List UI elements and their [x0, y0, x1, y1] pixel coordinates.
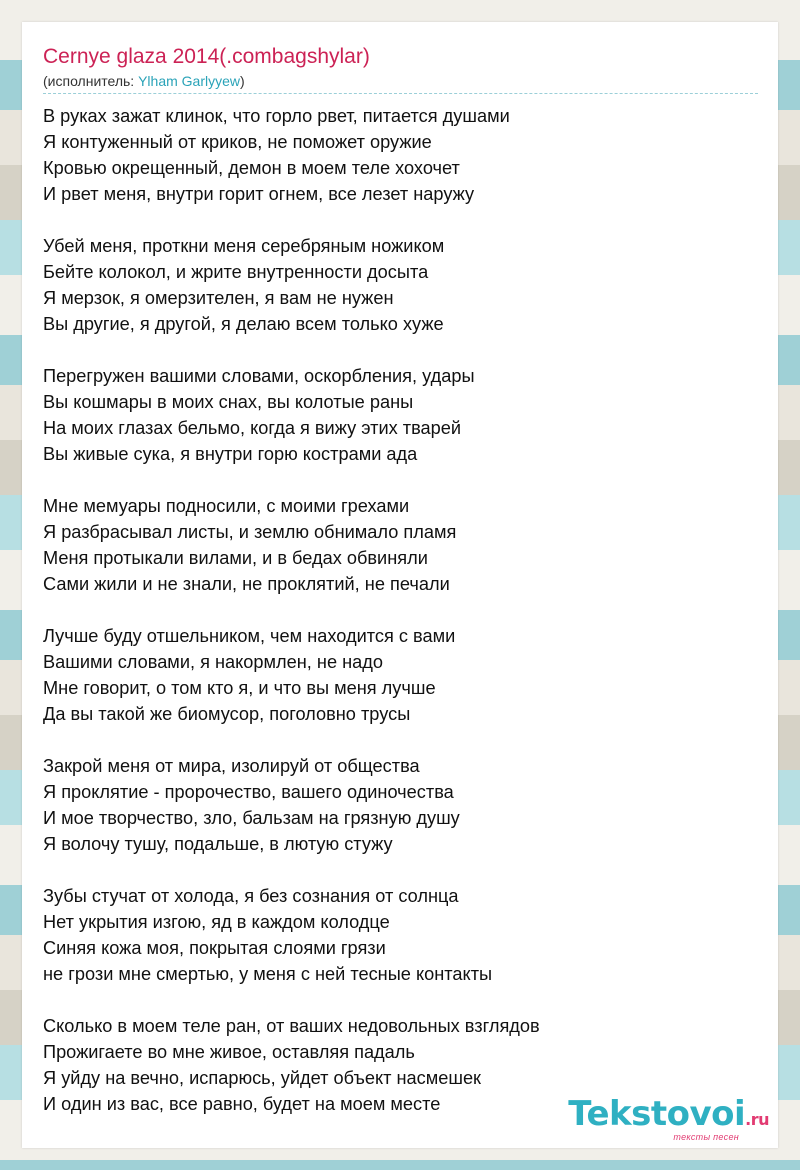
stanza	[43, 233, 763, 337]
lyric-line: Синяя кожа моя, покрытая слоями грязи	[43, 938, 386, 958]
stanza	[43, 493, 763, 597]
lyric-line: Я мерзок, я омерзителен, я вам не нужен	[43, 288, 394, 308]
lyric-line: Я уйду на вечно, испарюсь, уйдет объект насмешек	[43, 1068, 482, 1088]
stanza	[43, 363, 763, 467]
lyric-line: Мне говорит, о том кто я, и что вы меня лучше	[43, 678, 436, 698]
lyric-line: Бейте колокол, и жрите внутренности досыта	[43, 262, 429, 282]
stanza	[43, 623, 763, 727]
logo-name: Tekstovoi	[568, 1094, 746, 1134]
stanza	[43, 103, 763, 207]
lyric-line: В руках зажат клинок, что горло рвет, питается душами	[43, 106, 510, 126]
lyric-line: И один из вас, все равно, будет на моем месте	[43, 1094, 441, 1114]
artist-link[interactable]: Ylham Garlyyew	[138, 73, 241, 89]
stanza	[43, 883, 763, 987]
lyric-line: Закрой меня от мира, изолируй от общества	[43, 756, 420, 776]
stanza	[43, 753, 763, 857]
lyric-line: Вы другие, я другой, я делаю всем только хуже	[43, 314, 444, 334]
lyric-line: Я волочу тушу, подальше, в лютую стужу	[43, 834, 393, 854]
lyric-line: Да вы такой же биомусор, поголовно трусы	[43, 704, 411, 724]
lyric-line: Меня протыкали вилами, и в бедах обвиняли	[43, 548, 428, 568]
lyric-line: На моих глазах бельмо, когда я вижу этих тварей	[43, 418, 462, 438]
lyric-line: Прожигаете во мне живое, оставляя падаль	[43, 1042, 415, 1062]
lyric-line: Сколько в моем теле ран, от ваших недовольных взглядов	[43, 1016, 540, 1036]
lyrics-card	[22, 22, 778, 1148]
lyric-line: Мне мемуары подносили, с моими грехами	[43, 496, 410, 516]
lyric-line: Убей меня, проткни меня серебряным ножиком	[43, 236, 445, 256]
lyric-line: Вы живые сука, я внутри горю кострами ада	[43, 444, 418, 464]
artist-suffix: )	[240, 73, 245, 89]
artist-line	[43, 72, 245, 90]
lyric-line: И мое творчество, зло, бальзам на грязную душу	[43, 808, 460, 828]
lyric-line: Я проклятие - пророчество, вашего одиночества	[43, 782, 454, 802]
lyric-line: Нет укрытия изгою, яд в каждом колодце	[43, 912, 390, 932]
lyric-line: Сами жили и не знали, не проклятий, не печали	[43, 574, 450, 594]
logo-tagline: тексты песен	[673, 1132, 739, 1142]
lyric-line: не грози мне смертью, у меня с ней тесные контакты	[43, 964, 493, 984]
lyric-line: Я разбрасывал листы, и землю обнимало пламя	[43, 522, 457, 542]
lyric-line: Я контуженный от криков, не поможет оружие	[43, 132, 432, 152]
lyric-line: Лучше буду отшельником, чем находится с вами	[43, 626, 456, 646]
site-logo[interactable]	[568, 1096, 769, 1142]
lyrics-text	[43, 103, 763, 1143]
lyric-line: И рвет меня, внутри горит огнем, все лезет наружу	[43, 184, 475, 204]
lyric-line: Кровью окрещенный, демон в моем теле хохочет	[43, 158, 460, 178]
title-divider	[43, 93, 758, 94]
artist-prefix: (исполнитель:	[43, 73, 139, 89]
lyric-line: Перегружен вашими словами, оскорбления, удары	[43, 366, 475, 386]
lyric-line: Вашими словами, я накормлен, не надо	[43, 652, 384, 672]
lyric-line: Зубы стучат от холода, я без сознания от солнца	[43, 886, 459, 906]
song-title: Cernye glaza 2014(.combagshylar)	[43, 45, 370, 68]
lyric-line: Вы кошмары в моих снах, вы колотые раны	[43, 392, 414, 412]
logo-tld: .ru	[745, 1110, 769, 1129]
